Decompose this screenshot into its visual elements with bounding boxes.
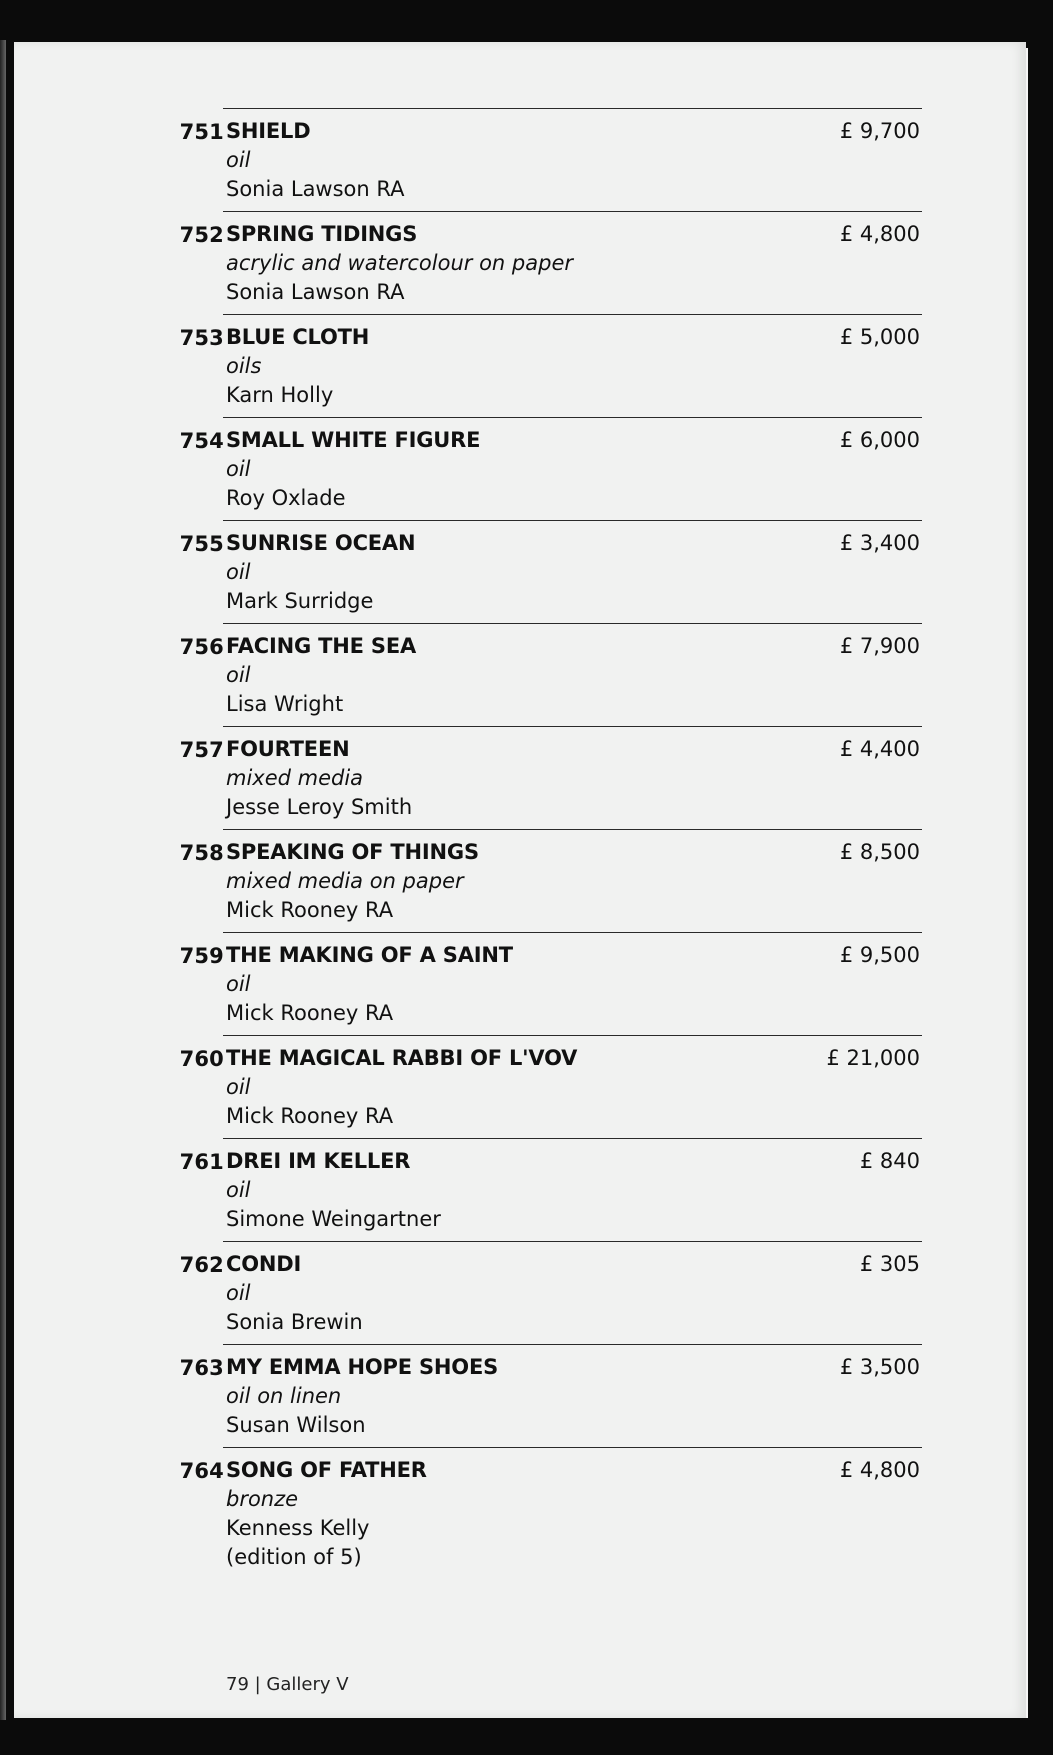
entry-artist: Kenness Kelly <box>226 1516 370 1540</box>
entry-divider <box>223 1241 922 1242</box>
entry-title: SPEAKING OF THINGS <box>226 840 479 864</box>
entry-artist: Mark Surridge <box>226 589 374 613</box>
entry-title: THE MAGICAL RABBI OF L'VOV <box>226 1046 578 1070</box>
catalogue-page <box>14 42 1026 1718</box>
entry-artist: Jesse Leroy Smith <box>226 795 413 819</box>
catalogue-entry <box>14 1344 1026 1447</box>
catalogue-entry <box>14 1241 1026 1344</box>
entry-note: (edition of 5) <box>226 1545 362 1569</box>
entry-medium: oil <box>226 457 251 481</box>
entry-medium: oil <box>226 148 251 172</box>
entry-number: 760 <box>179 1047 224 1071</box>
entry-divider <box>223 623 922 624</box>
entry-medium: oil <box>226 972 251 996</box>
entry-artist: Roy Oxlade <box>226 486 346 510</box>
catalogue-entry <box>14 108 1026 211</box>
entry-title: MY EMMA HOPE SHOES <box>226 1355 499 1379</box>
catalogue-entry <box>14 726 1026 829</box>
entry-price: £ 4,800 <box>839 1458 920 1482</box>
catalogue-entry <box>14 1138 1026 1241</box>
entry-medium: oil on linen <box>226 1384 342 1408</box>
catalogue-entry <box>14 417 1026 520</box>
entry-title: FACING THE SEA <box>226 634 417 658</box>
entry-medium: bronze <box>226 1487 299 1511</box>
entry-medium: mixed media <box>226 766 364 790</box>
entry-price: £ 9,500 <box>839 943 920 967</box>
page-footer: 79 | Gallery V <box>226 1674 349 1695</box>
entry-number: 751 <box>179 120 224 144</box>
entry-number: 755 <box>179 532 224 556</box>
entry-number: 758 <box>179 841 224 865</box>
entry-artist: Sonia Lawson RA <box>226 177 405 201</box>
entry-divider <box>223 1447 922 1448</box>
entry-medium: acrylic and watercolour on paper <box>226 251 573 275</box>
entry-number: 762 <box>179 1253 224 1277</box>
entry-price: £ 5,000 <box>839 325 920 349</box>
entry-artist: Sonia Lawson RA <box>226 280 405 304</box>
entry-price: £ 305 <box>859 1252 920 1276</box>
catalogue-entry <box>14 932 1026 1035</box>
entry-divider <box>223 417 922 418</box>
entry-title: SUNRISE OCEAN <box>226 531 416 555</box>
entry-medium: oils <box>226 354 262 378</box>
entry-divider <box>223 1138 922 1139</box>
catalogue-entry <box>14 623 1026 726</box>
entry-artist: Mick Rooney RA <box>226 898 394 922</box>
entry-title: FOURTEEN <box>226 737 350 761</box>
entry-artist: Mick Rooney RA <box>226 1104 394 1128</box>
entry-price: £ 840 <box>859 1149 920 1173</box>
entry-number: 753 <box>179 326 224 350</box>
entry-artist: Mick Rooney RA <box>226 1001 394 1025</box>
entry-number: 756 <box>179 635 224 659</box>
entry-divider <box>223 520 922 521</box>
catalogue-entry <box>14 1447 1026 1569</box>
entry-price: £ 3,500 <box>839 1355 920 1379</box>
entry-divider <box>223 932 922 933</box>
entry-price: £ 21,000 <box>826 1046 920 1070</box>
entry-number: 764 <box>179 1459 224 1483</box>
entry-divider <box>223 829 922 830</box>
entry-price: £ 3,400 <box>839 531 920 555</box>
entry-divider <box>223 314 922 315</box>
entry-title: SONG OF FATHER <box>226 1458 427 1482</box>
entry-number: 763 <box>179 1356 224 1380</box>
entry-artist: Lisa Wright <box>226 692 344 716</box>
entry-divider <box>223 726 922 727</box>
entry-title: THE MAKING OF A SAINT <box>226 943 513 967</box>
catalogue-entry <box>14 211 1026 314</box>
entry-price: £ 4,800 <box>839 222 920 246</box>
entry-number: 757 <box>179 738 224 762</box>
entry-divider <box>223 211 922 212</box>
entry-price: £ 9,700 <box>839 119 920 143</box>
binding-edge <box>0 40 6 1720</box>
entry-title: BLUE CLOTH <box>226 325 370 349</box>
entry-divider <box>223 1035 922 1036</box>
entry-number: 754 <box>179 429 224 453</box>
entry-title: SHIELD <box>226 119 311 143</box>
entry-medium: mixed media on paper <box>226 869 464 893</box>
entry-title: DREI IM KELLER <box>226 1149 411 1173</box>
entry-medium: oil <box>226 663 251 687</box>
entry-number: 759 <box>179 944 224 968</box>
catalogue-entry <box>14 829 1026 932</box>
entry-medium: oil <box>226 1075 251 1099</box>
entry-divider <box>223 1344 922 1345</box>
entry-artist: Sonia Brewin <box>226 1310 363 1334</box>
entry-price: £ 7,900 <box>839 634 920 658</box>
entry-artist: Karn Holly <box>226 383 334 407</box>
entry-divider <box>223 108 922 109</box>
entry-medium: oil <box>226 560 251 584</box>
entry-title: CONDI <box>226 1252 302 1276</box>
entry-artist: Susan Wilson <box>226 1413 366 1437</box>
entry-price: £ 8,500 <box>839 840 920 864</box>
entry-artist: Simone Weingartner <box>226 1207 441 1231</box>
catalogue-entry <box>14 314 1026 417</box>
entry-number: 752 <box>179 223 224 247</box>
entry-title: SMALL WHITE FIGURE <box>226 428 481 452</box>
entry-price: £ 6,000 <box>839 428 920 452</box>
entry-medium: oil <box>226 1281 251 1305</box>
catalogue-entry <box>14 520 1026 623</box>
entry-medium: oil <box>226 1178 251 1202</box>
entry-number: 761 <box>179 1150 224 1174</box>
catalogue-entry <box>14 1035 1026 1138</box>
entry-title: SPRING TIDINGS <box>226 222 418 246</box>
entry-price: £ 4,400 <box>839 737 920 761</box>
